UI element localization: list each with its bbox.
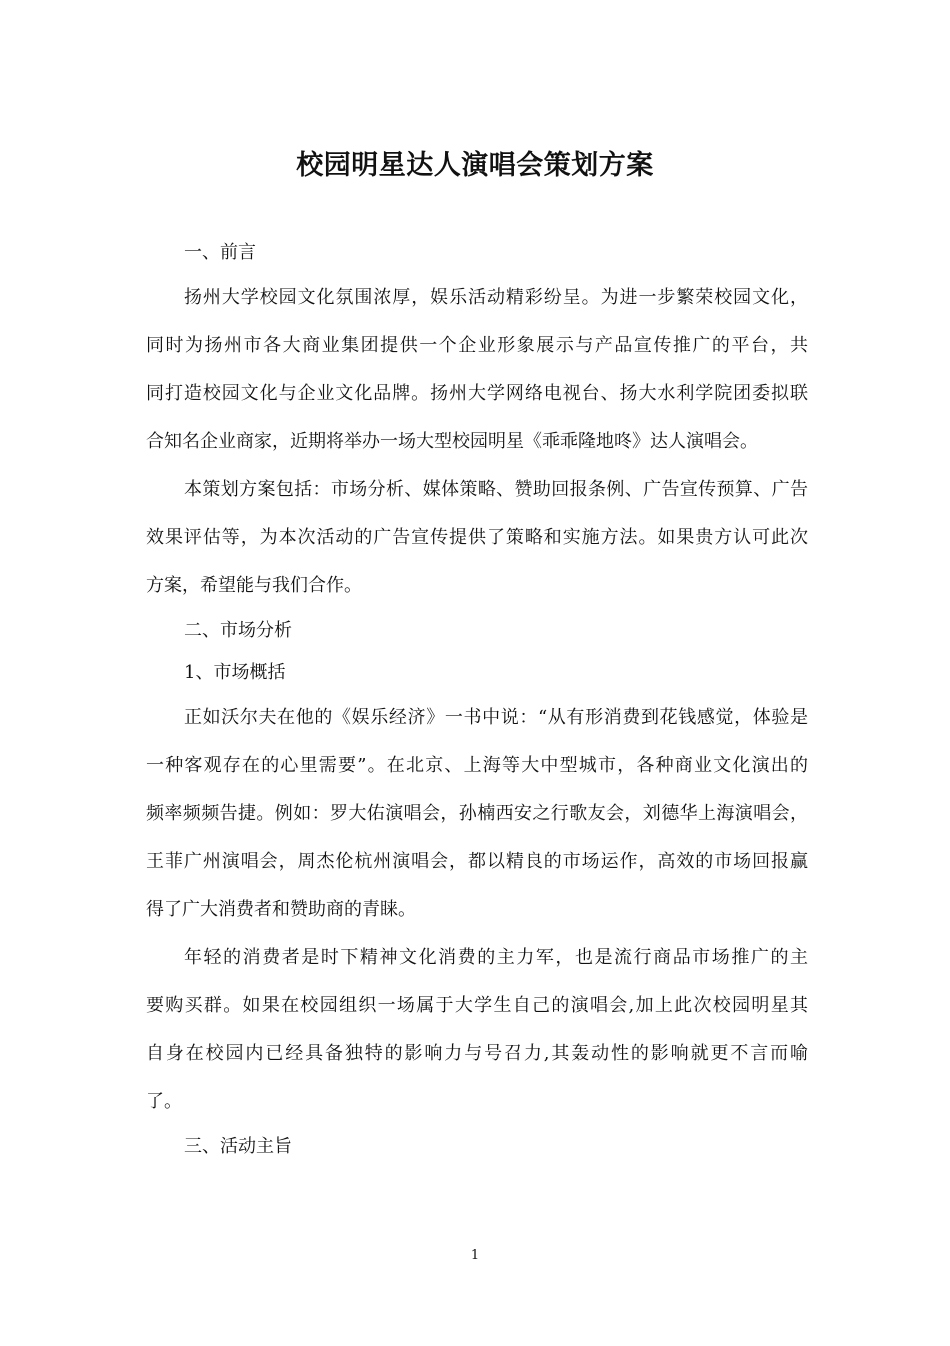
text-line: 方案，希望能与我们合作。	[146, 575, 362, 596]
section-heading-preface: 一、前言	[184, 242, 256, 263]
text-line: 效果评估等，为本次活动的广告宣传提供了策略和实施方法。如果贵方认可此次	[146, 527, 808, 548]
text-line: 合知名企业商家，近期将举办一场大型校园明星《乖乖隆地咚》达人演唱会。	[146, 431, 758, 452]
text-line: 王菲广州演唱会，周杰伦杭州演唱会，都以精良的市场运作，高效的市场回报赢	[146, 851, 808, 872]
section-heading-market-analysis: 二、市场分析	[184, 620, 292, 641]
text-line: 年轻的消费者是时下精神文化消费的主力军，也是流行商品市场推广的主	[184, 947, 808, 968]
text-line: 本策划方案包括：市场分析、媒体策略、赞助回报条例、广告宣传预算、广告	[184, 479, 808, 500]
section-heading-activity-purpose: 三、活动主旨	[184, 1136, 292, 1157]
paragraph-market-1	[146, 694, 808, 934]
page-number: 1	[470, 1248, 480, 1263]
text-line: 得了广大消费者和赞助商的青睐。	[146, 899, 416, 920]
text-line: 一种客观存在的心里需要”。在北京、上海等大中型城市，各种商业文化演出的	[146, 755, 808, 776]
text-line: 了。	[146, 1091, 182, 1112]
document-title: 校园明星达人演唱会策划方案	[296, 150, 654, 181]
paragraph-preface-2	[146, 466, 808, 610]
paragraph-market-2	[146, 934, 808, 1126]
paragraph-preface-1	[146, 274, 808, 466]
text-line: 同打造校园文化与企业文化品牌。扬州大学网络电视台、扬大水利学院团委拟联	[146, 383, 808, 404]
text-line: 频率频频告捷。例如：罗大佑演唱会，孙楠西安之行歌友会，刘德华上海演唱会，	[146, 803, 808, 824]
text-line: 同时为扬州市各大商业集团提供一个企业形象展示与产品宣传推广的平台，共	[146, 335, 808, 356]
text-line: 扬州大学校园文化氛围浓厚，娱乐活动精彩纷呈。为进一步繁荣校园文化，	[184, 287, 808, 308]
document-body	[146, 232, 808, 1168]
text-line: 自身在校园内已经具备独特的影响力与号召力,其轰动性的影响就更不言而喻	[146, 1043, 808, 1064]
subsection-heading-market-overview: 1、市场概括	[184, 662, 286, 683]
text-line: 正如沃尔夫在他的《娱乐经济》一书中说：“从有形消费到花钱感觉，体验是	[184, 707, 808, 728]
text-line: 要购买群。如果在校园组织一场属于大学生自己的演唱会,加上此次校园明星其	[146, 995, 808, 1016]
